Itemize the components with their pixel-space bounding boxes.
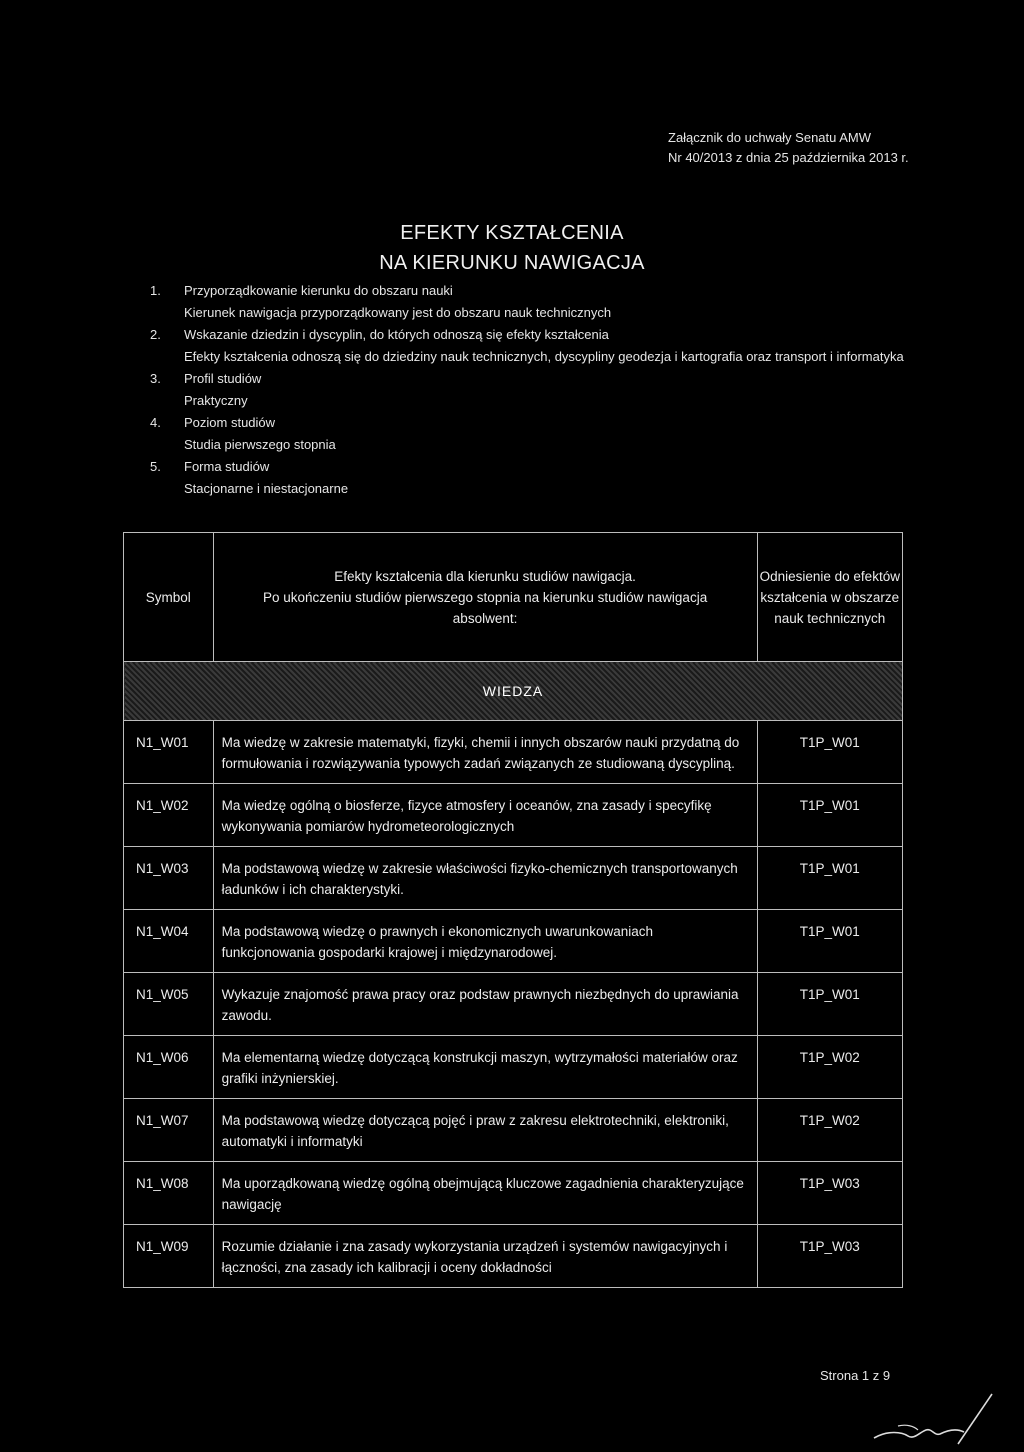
item-number: 5. xyxy=(150,459,161,474)
cell-effect: Wykazuje znajomość prawa pracy oraz podstaw prawnych niezbędnych do uprawiania zawodu. xyxy=(213,973,757,1036)
cell-reference: T1P_W03 xyxy=(757,1162,902,1225)
section-row xyxy=(124,662,903,721)
cell-symbol: N1_W08 xyxy=(124,1162,214,1225)
header-effects-line-1: Efekty kształcenia dla kierunku studiów nawigacja. xyxy=(334,568,636,584)
item-number: 2. xyxy=(150,327,161,342)
attachment-note xyxy=(668,128,909,168)
document-title xyxy=(0,218,1024,278)
item-text: Efekty kształcenia odnoszą się do dziedziny nauk technicznych, dyscypliny geodezja i kartografia oraz transport i informatyka xyxy=(184,349,904,364)
item-text: Stacjonarne i niestacjonarne xyxy=(184,481,349,496)
cell-reference: T1P_W02 xyxy=(757,1036,902,1099)
item-heading: Przyporządkowanie kierunku do obszaru nauki xyxy=(184,283,453,298)
cell-symbol: N1_W05 xyxy=(124,973,214,1036)
cell-effect: Ma wiedzę ogólną o biosferze, fizyce atmosfery i oceanów, zna zasady i specyfikę wykonywania pomiarów hydrometeorologicznych xyxy=(213,784,757,847)
cell-symbol: N1_W03 xyxy=(124,847,214,910)
item-text: Kierunek nawigacja przyporządkowany jest do obszaru nauk technicznych xyxy=(184,305,612,320)
cell-effect: Ma wiedzę w zakresie matematyki, fizyki, chemii i innych obszarów nauki przydatną do formułowania i rozwiązywania typowych zadań związanych ze studiowaną dyscypliną. xyxy=(213,721,757,784)
program-info-list xyxy=(150,280,910,500)
item-heading: Profil studiów xyxy=(184,371,262,386)
table-row xyxy=(124,847,903,910)
item-text: Praktyczny xyxy=(184,393,248,408)
item-number: 3. xyxy=(150,371,161,386)
table-row xyxy=(124,784,903,847)
item-number: 1. xyxy=(150,283,161,298)
cell-symbol: N1_W02 xyxy=(124,784,214,847)
signature-icon xyxy=(868,1386,1008,1446)
item-heading: Wskazanie dziedzin i dyscyplin, do których odnoszą się efekty kształcenia xyxy=(184,327,609,342)
attachment-line-1: Załącznik do uchwały Senatu AMW xyxy=(668,130,872,145)
item-text: Studia pierwszego stopnia xyxy=(184,437,336,452)
header-reference: Odniesienie do efektów kształcenia w obszarze nauk technicznych xyxy=(757,533,902,662)
cell-symbol: N1_W07 xyxy=(124,1099,214,1162)
table-row xyxy=(124,721,903,784)
page-number: Strona 1 z 9 xyxy=(820,1368,891,1383)
table-row xyxy=(124,1036,903,1099)
cell-reference: T1P_W02 xyxy=(757,1099,902,1162)
title-line-1: EFEKTY KSZTAŁCENIA xyxy=(400,222,624,244)
item-heading: Forma studiów xyxy=(184,459,270,474)
cell-reference: T1P_W01 xyxy=(757,973,902,1036)
cell-effect: Ma podstawową wiedzę dotyczącą pojęć i praw z zakresu elektrotechniki, elektroniki, automatyki i informatyki xyxy=(213,1099,757,1162)
item-heading: Poziom studiów xyxy=(184,415,276,430)
table-row xyxy=(124,973,903,1036)
cell-reference: T1P_W01 xyxy=(757,910,902,973)
table-row xyxy=(124,1099,903,1162)
cell-effect: Rozumie działanie i zna zasady wykorzystania urządzeń i systemów nawigacyjnych i łączności, zna zasady ich kalibracji i oceny dokładności xyxy=(213,1225,757,1288)
table-row xyxy=(124,910,903,973)
cell-symbol: N1_W09 xyxy=(124,1225,214,1288)
table-row xyxy=(124,1225,903,1288)
cell-effect: Ma podstawową wiedzę o prawnych i ekonomicznych uwarunkowaniach funkcjonowania gospodarki krajowej i międzynarodowej. xyxy=(213,910,757,973)
cell-symbol: N1_W04 xyxy=(124,910,214,973)
cell-reference: T1P_W01 xyxy=(757,784,902,847)
section-label: WIEDZA xyxy=(124,662,903,721)
cell-symbol: N1_W06 xyxy=(124,1036,214,1099)
list-item xyxy=(150,324,910,368)
list-item xyxy=(150,280,910,324)
cell-effect: Ma uporządkowaną wiedzę ogólną obejmującą kluczowe zagadnienia charakteryzujące nawigację xyxy=(213,1162,757,1225)
cell-effect: Ma podstawową wiedzę w zakresie właściwości fizyko-chemicznych transportowanych ładunków i ich charakterystyki. xyxy=(213,847,757,910)
cell-symbol: N1_W01 xyxy=(124,721,214,784)
header-symbol: Symbol xyxy=(124,533,214,662)
item-number: 4. xyxy=(150,415,161,430)
header-effects-line-2: Po ukończeniu studiów pierwszego stopnia na kierunku studiów nawigacja absolwent: xyxy=(262,589,708,626)
cell-reference: T1P_W03 xyxy=(757,1225,902,1288)
table-header-row xyxy=(124,533,903,662)
list-item xyxy=(150,412,910,456)
cell-effect: Ma elementarną wiedzę dotyczącą konstrukcji maszyn, wytrzymałości materiałów oraz grafiki inżynierskiej. xyxy=(213,1036,757,1099)
list-item xyxy=(150,368,910,412)
header-effects xyxy=(213,533,757,662)
table-row xyxy=(124,1162,903,1225)
cell-reference: T1P_W01 xyxy=(757,847,902,910)
attachment-line-2: Nr 40/2013 z dnia 25 października 2013 r. xyxy=(668,150,909,165)
cell-reference: T1P_W01 xyxy=(757,721,902,784)
learning-outcomes-table xyxy=(123,532,903,1288)
title-line-2: NA KIERUNKU NAWIGACJA xyxy=(379,252,645,274)
list-item xyxy=(150,456,910,500)
